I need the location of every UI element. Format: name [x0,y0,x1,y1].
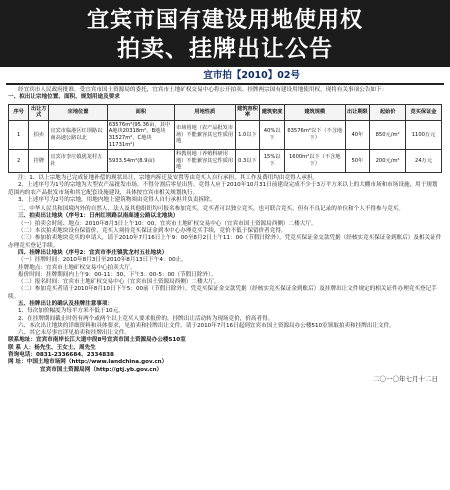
section-heading: 四、挂牌出让地块（序号2：宜宾市李庄镇犹龙村五社地块） [18,249,168,256]
section-line: （二）本次拍卖地块设有保留价，竞买人须持竞买保证金到本中心办理竞买手续，竞价不低于保留价者竞得。 [18,228,287,235]
header-cell: 宗地位置 [49,104,107,120]
header-cell: 用地性质 [175,104,236,120]
table-cell: 24万元 [406,150,442,173]
document-number: 宜市拍【2010】02号 [203,70,300,81]
table-cell: 1.0以下 [235,120,260,149]
section-line: （一）挂牌时间：2010年8月3日至2010年8月13日下午4：00止。 [18,257,187,264]
header-cell: 竞买保证金 [406,104,442,120]
table-cell: 63576m²以下（不含地下） [284,120,345,149]
table-cell: 5933.54m²(8.9亩) [107,150,174,173]
note-line: 注：1、以上宗地为已完成征地补偿的现状出让，宗地内拆迁及安置等由竞买人自行承担，其工作及费用均由竞得人承担。 [18,174,319,181]
header-cell: 起始价 [370,104,406,120]
table-cell: 1600m²以下（不含地下） [284,150,345,173]
announcement-header [0,0,450,67]
note-line: 2、上述序号为1号的宗地为大型农产品批发市场，不得分割后零星出售。竞得人应于2010年10月31日前建设完成不少于3万平方米以上的大棚市场和市场设施，用于规划范围内的农产品批发市场和其它配套设施建设，具体按宜宾市相关规划执行。 [8,182,438,196]
section-line: （二）参加竞买者请于2010年8月10日下午5：00前（节假日除外），凭竞买保证金交款凭据（经核实竞买保证金到账后）及挂牌出让文件规定的相关证件办理竞买登记手续。 [8,286,437,300]
table-cell: 1100万元 [406,120,442,149]
table-cell: 宜宾市临港区红坝路以南高速公路以北 [49,120,107,149]
title-line-2: 拍卖、挂牌出让公告 [117,36,333,62]
announcement-date: 二〇一〇年七月十二日 [373,374,438,383]
section1-title: 一、拟出让宗地位置、面积、规划用途及要求 [8,94,120,101]
section-line: 1、每次加价幅度为每平方米不低于10元。 [18,308,124,315]
parcel-table [8,104,442,173]
section-line: （二）报名时间：宜宾市土地矿权交易中心（宜宾市国土资源局西侧）二楼大厅。 [18,279,220,286]
table-cell: 2 [9,150,29,173]
section-line: 报价时间：挂牌期间内上午9：00-11：30，下午3：00-5：00（节假日除外）。 [18,271,217,278]
table-cell: 1 [9,120,29,149]
contact-people: 联 系 人：杨先生、王女士、周先生 [8,344,96,351]
section-heading: 三、拍卖出让地块（序号1：日州红坝路以南高速公路以北地块） [18,213,179,220]
table-header-row [9,104,442,120]
contact-web-2: 宜宾市国土资源局网（http://gtj.yb.gov.cn） [40,366,163,373]
table-cell: 0.3以下 [235,150,260,173]
header-cell: 出让期限 [345,104,370,120]
announcement-body [0,85,450,383]
table-cell: 40年 [345,120,370,149]
table-row [9,150,442,173]
header-cell: 面积 [107,104,174,120]
section-line: （一）拍卖会时间、地点：2010年8月3日上午10：00，宜宾市土地矿权交易中心（宜宾市国土资源局西侧）二楼大厅。 [18,220,317,227]
note-line: 3、上述序号为2号的宗地，用地内地上建筑物须由竞得人自行承担并负责拆除。 [18,196,216,203]
table-cell: 50年 [345,150,370,173]
table-cell: 拍卖 [29,120,49,149]
section-line: 六、本次出让地块的详细资料和具体要求，见拍卖和挂牌出让文件。请于2010年7月16日起到宜宾市国土资源局办公楼510室领取拍卖和挂牌出让文件。 [18,322,395,329]
header-cell: 建筑密度 [260,104,285,120]
table-cell: 40%以下 [260,120,285,149]
table-cell: 63576m²(95.36亩，其中A地块20318m²，B地块31527m²，C地块11731m²) [107,120,174,149]
header-cell: 建筑容积率 [235,104,260,120]
table-cell: 市场用地（农产品批发市场）不能兼容其它性质用地 [175,120,236,149]
table-row [9,120,442,149]
table-cell: 宜宾市李庄镇犹龙村五社 [49,150,107,173]
header-cell: 建筑规模 [284,104,345,120]
contact-phone: 咨询电话：0831-2336684、2334838 [8,352,114,359]
contact-web-1: 网 址：中国土地市场网（http://www.landchina.gov.cn） [8,359,168,366]
section-heading: 五、挂牌出让的确认及挂牌注意事项： [18,300,114,307]
section-line: 六、其它未尽事宜详见拍卖和挂牌出让文件。 [18,330,130,337]
table-cell: 挂牌 [29,150,49,173]
contact-address: 联系地址：宜宾市南岸长江大道中段8号宜宾市国土资源局办公楼510室 [8,337,186,344]
table-cell: 850元/m² [370,120,406,149]
table-cell: 200元/m² [370,150,406,173]
table-cell: 科教用地（养殖科研用地）不能兼容其它性质用地 [175,150,236,173]
table-cell: 15%以下 [260,150,285,173]
section-line: 2、在挂牌期间截止时仍有两个或两个以上竞买人要求报价的，挂牌出让活动转为现场竞价，价高者得。 [18,315,274,322]
section-line: 挂牌地点：宜宾市土地矿权交易中心拍卖大厅。 [18,264,136,271]
section-line: （三）参加拍卖地块竞买的申请人，请于2010年7月16日上午9：00至8月2日上午11：00（节假日除外），凭竞买保证金交款凭据（经核实竞买保证金到账后）及相关证件办理竞买登记手续。 [8,235,442,249]
title-line-1: 宜宾市国有建设用地使用权 [86,8,363,33]
section-line: 二、中华人民共和国境内外的自然人、法人及其他组织均可报名参加竞买，竞买者可以独立竞买，也可联合竞买。但有不良记录的单位和个人不得参与竞买。 [18,206,404,213]
header-cell: 序号 [9,104,29,120]
header-cell: 出让方式 [29,104,49,120]
intro-paragraph: 经宜宾市人民政府批准，受宜宾市国土资源局的委托，宜宾市土地矿权交易中心将公开拍卖、挂牌两宗国有建设用地使用权，现将有关事项公告如下： [18,87,388,93]
